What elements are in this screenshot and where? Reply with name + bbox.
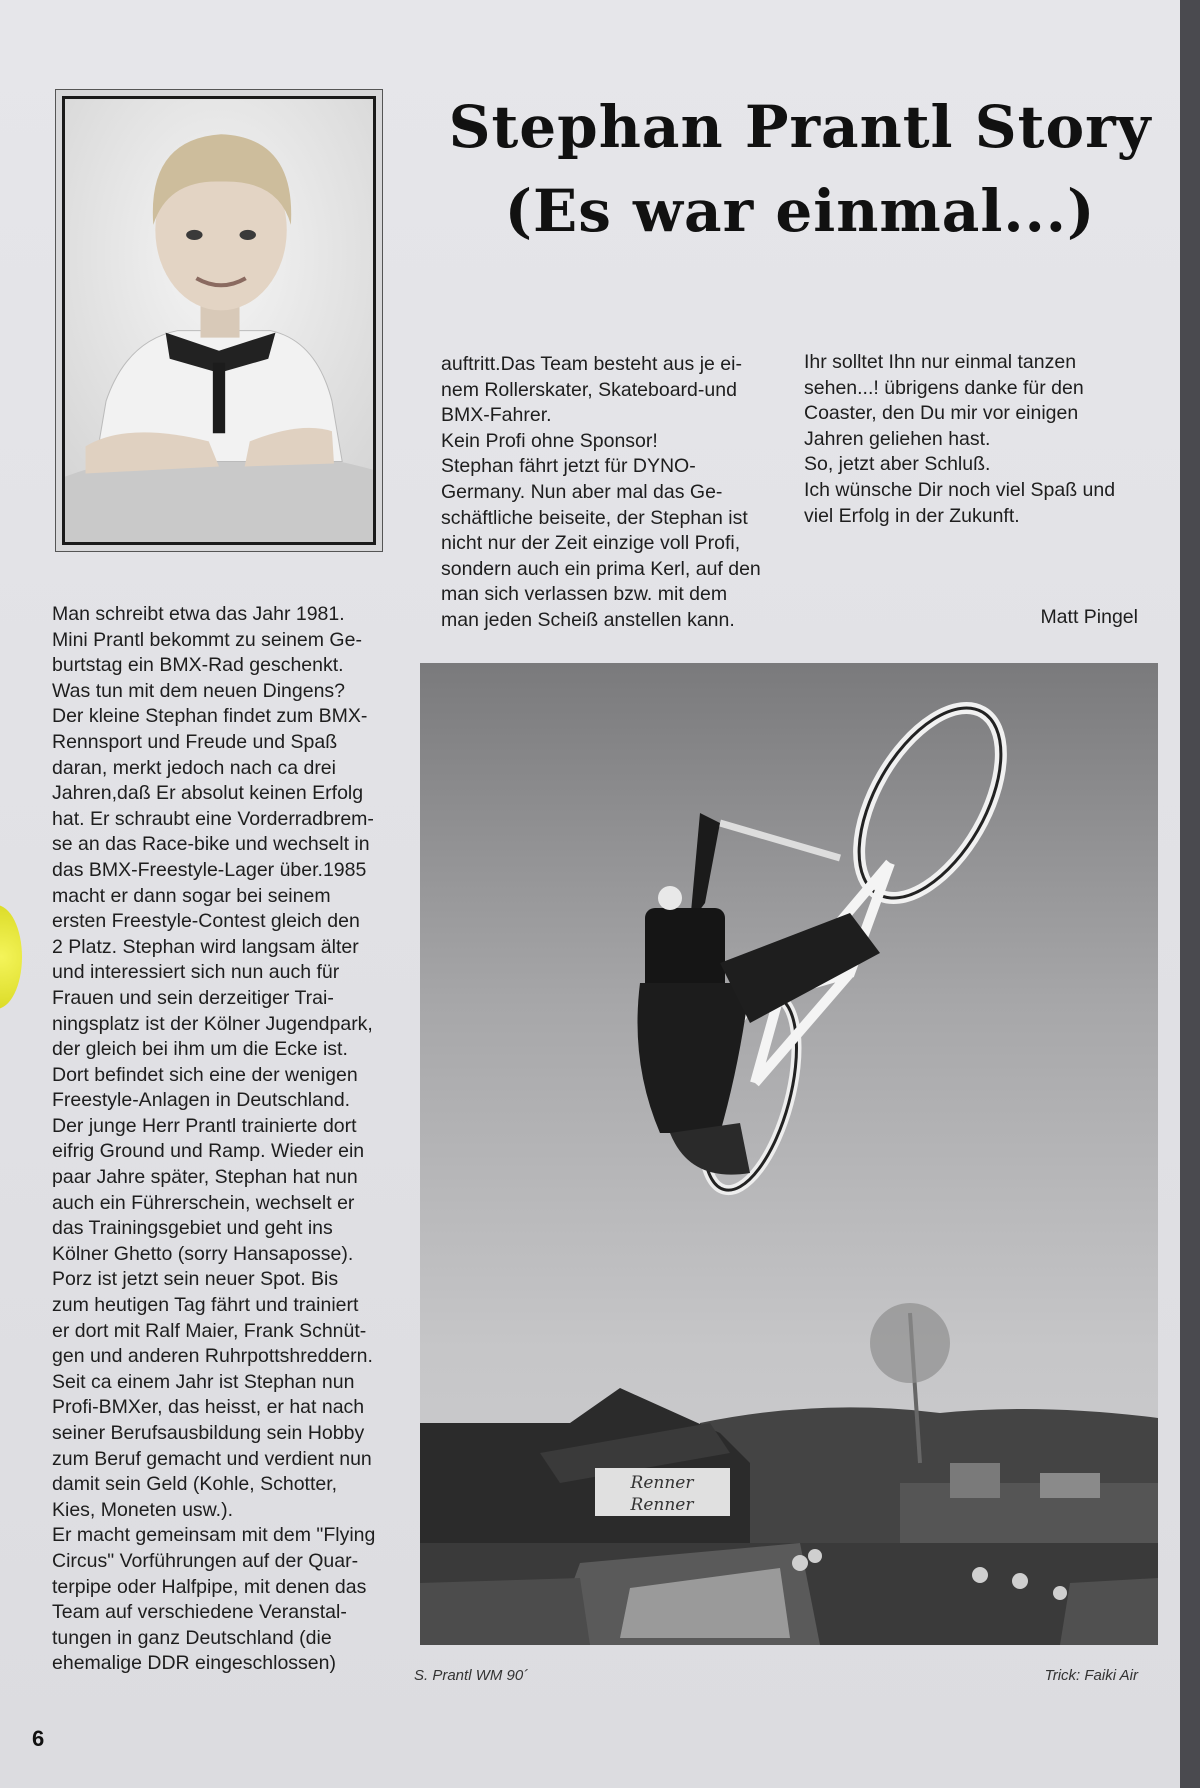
yellow-sticker [0, 905, 22, 1009]
article-column-left: Man schreibt etwa das Jahr 1981. Mini Prantl bekommt zu seinem Ge- burtstag ein BMX-Rad geschenkt. Was tun mit dem neuen Dingens? Der kleine Stephan findet zum BMX- Rennsport und Freude und Spaß daran, merkt jedoch nach ca drei Jahren,daß Er absolut keinen Erfolg hat. Er schraubt eine Vorderradbrem- se an das Race-bike und wechselt in das BMX-Freestyle-Lager über.1985 macht er dann sogar bei seinem ersten Freestyle-Contest gleich den 2 Platz. Stephan wird langsam älter und interessiert sich nun auch für Frauen und sein derzeitiger Trai- ningsplatz ist der Kölner Jugendpark, der gleich bei ihm um die Ecke ist. Dort befindet sich eine der wenigen Freestyle-Anlagen in Deutschland. Der junge Herr Prantl trainierte dort eifrig Ground und Ramp. Wieder ein paar Jahre später, Stephan hat nun auch ein Führerschein, wechselt er das Trainingsgebiet und geht ins Kölner Ghetto (sorry Hansaposse). Porz ist jetzt sein neuer Spot. Bis zum heutigen Tag fährt und trainiert er dort mit Ralf Maier, Frank Schnüt- gen und anderen Ruhrpottshreddern. Seit ca einem Jahr ist Stephan nun Profi-BMXer, das heisst, er hat nach seiner Berufsausbildung sein Hobby zum Beruf gemacht und verdient nun damit sein Geld (Kohle, Schotter, Kies, Moneten usw.). Er macht gemeinsam mit dem "Flying Circus" Vorführungen auf der Quar- terpipe oder Halfpipe, mit denen das Team auf verschiedene Veranstal- tungen in ganz Deutschland (die ehemalige DDR eingeschlossen) [52, 603, 376, 1675]
article-column-right: Ihr solltet Ihn nur einmal tanzen sehen...! übrigens danke für den Coaster, den Du mir vor einigen Jahren geliehen hast. So, jetzt aber Schluß. Ich wünsche Dir noch viel Spaß und viel Erfolg in der Zukunft. [804, 351, 1116, 527]
title-line-2: (Es war einmal...) [504, 177, 1096, 245]
article-title [430, 85, 1170, 253]
photo-sign-text-2: Renner [630, 1495, 694, 1515]
portrait-photo-frame [55, 89, 383, 552]
article-column-middle: auftritt.Das Team besteht aus je ei- nem Rollerskater, Skateboard-und BMX-Fahrer. Kein Profi ohne Sponsor! Stephan fährt jetzt für DYNO- Germany. Nun aber mal das Ge- schäftliche beiseite, der Stephan ist nicht nur der Zeit einzige voll Profi, sondern auch ein prima Kerl, auf den man sich verlassen bzw. mit dem man jeden Scheiß anstellen kann. [441, 353, 761, 631]
photo-caption-right: Trick: Faiki Air [1044, 1667, 1138, 1684]
title-line-1: Stephan Prantl Story [448, 93, 1152, 161]
child-portrait-photo [62, 96, 376, 545]
photo-sign-text-1: Renner [630, 1473, 694, 1493]
photo-caption-left: S. Prantl WM 90´ [414, 1667, 529, 1684]
page-number: 6 [32, 1726, 45, 1751]
bmx-jump-photo [420, 663, 1158, 1645]
bmx-bike-illustration [638, 685, 1031, 1200]
author-signature: Matt Pingel [1040, 606, 1138, 628]
